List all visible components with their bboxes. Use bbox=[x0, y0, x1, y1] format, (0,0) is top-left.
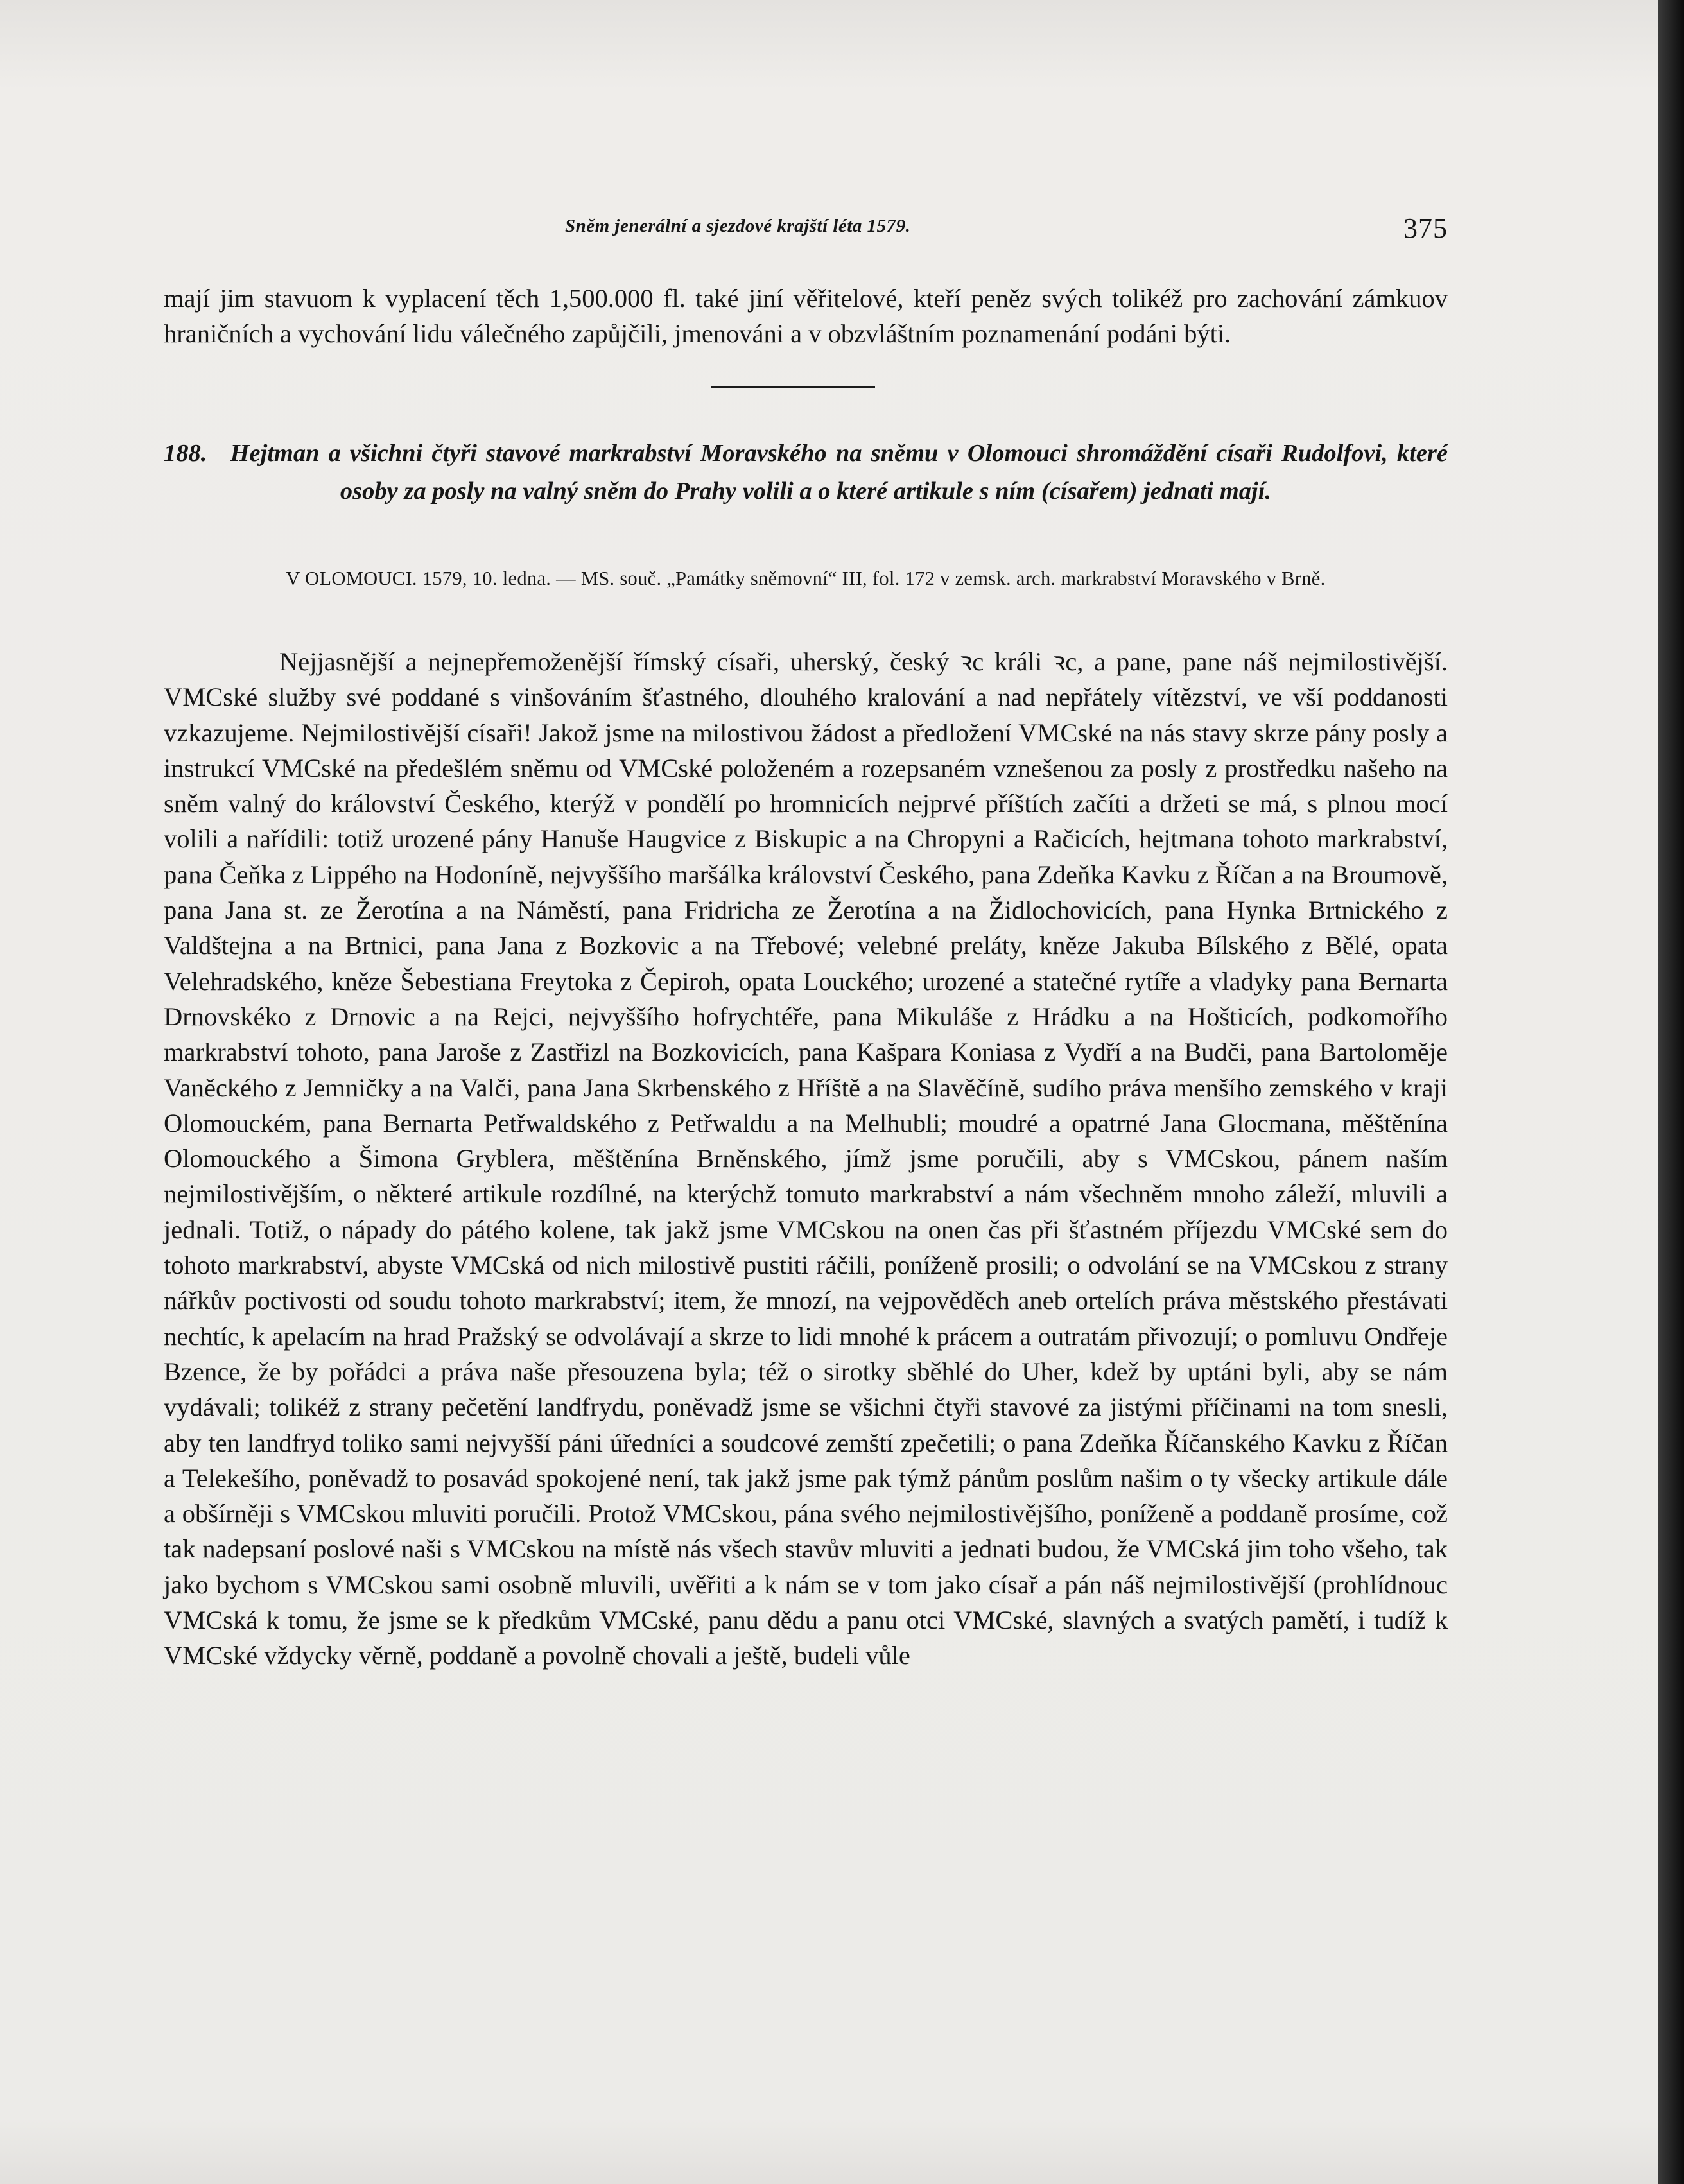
document-body: Nejjasnější a nejnepřemoženější římský císaři, uherský, český ꝛc králi ꝛc, a pane, pane náš nejmilostivější. VMCské služby své poddané s vinšováním šťastného, dlouhého kralování a nad nepřátely vítězství, ve vší poddanosti vzkazujeme. Nejmilostivější císaři! Jakož jsme na milostivou žádost a předložení VMCské na nás stavy skrze pány posly a instrukcí VMCské na předešlém sněmu od VMCské položeném a rozepsaném vznešenou za posly z prostředku našeho na sněm valný do království Českého, kterýž v pondělí po hromnicích nejprvé příštích začíti a držeti se má, s plnou mocí volili a nařídili: totiž urozené pány Hanuše Haugvice z Biskupic a na Chropyni a Račicích, hejtmana tohoto markrabství, pana Čeňka z Lippého na Hodoníně, nejvyššího maršálka království Českého, pana Zdeňka Kavku z Říčan a na Broumově, pana Jana st. ze Žerotína a na Náměstí, pana Fridricha ze Žerotína a na Židlochovicích, pana Hynka Brtnického z Valdštejna a na Brtnici, pana Jana z Bozkovic a na Třebové; velebné preláty, kněze Jakuba Bílského z Bělé, opata Velehradského, kněze Šebestiana Freytoka z Čepiroh, opata Louckého; urozené a statečné rytíře a vladyky pana Bernarta Drnovskéko z Drnovic a na Rejci, nejvyššího hofrychtéře, pana Mikuláše z Hrádku a na Hošticích, podkomořího markrabství tohoto, pana Jaroše z Zastřizl na Bozkovicích, pana Kašpara Koniasa z Vydří a na Budči, pana Bartoloměje Vaněckého z Jemničky a na Valči, pana Jana Skrbenského z Hříště a na Slavěčíně, sudího práva menšího zemského v kraji Olomouckém, pana Bernarta Petřwaldského z Petřwaldu a na Melhubli; moudré a opatrné Jana Glocmana, měštěnína Olomouckého a Šimona Gryblera, měštěnína Brněnského, jímž jsme poručili, aby s VMCskou, pánem naším nejmilostivějším, o některé artikule rozdílné, na kterýchž tomuto markrabství a nám všechněm mnoho záleží, mluvili a jednali. Totiž, o nápady do pátého kolene, tak jakž jsme VMCskou na onen čas při šťastném příjezdu VMCské sem do tohoto markrabství, abyste VMCská od nich milostivě pustiti ráčili, poníženě prosili; o odvolání se na VMCskou z strany nářkův poctivosti od soudu tohoto markrabství; item, že mnozí, na vejpověděch aneb ortelích práva městského přestávati nechtíc, k apelacím na hrad Pražský se odvolávají a skrze to lidi mnohé k prácem a outratám přivozují; o pomluvu Ondřeje Bzence, že by pořádci a práva naše přesouzena byla; též o sirotky sběhlé do Uher, kdež by uptáni byli, aby se nám vydávali; tolikéž z strany pečetění landfrydu, poněvadž jsme se všichni čtyři stavové za jistými příčinami na tom snesli, aby ten landfryd toliko sami nejvyšší páni úředníci a soudcové zemští zpečetili; o pana Zdeňka Říčanského Kavku z Říčan a Telekešího, poněvadž to posavád spokojené není, tak jakž jsme pak týmž pánům poslům našim o ty všecky artikule dále a obšírněji s VMCskou mluviti poručili. Protož VMCskou, pána svého nejmilostivějšího, poníženě a poddaně prosíme, což tak nadepsaní poslové naši s VMCskou na místě nás všech stavův mluviti a jednati budou, že VMCská jim toho všeho, tak jako bychom s VMCskou sami osobně mluvili, uvěřiti a k nám se v tom jako císař a pán náš nejmilostivější (prohlídnouc VMCská k tomu, že jsme se k předkům VMCské, panu dědu a panu otci VMCské, slavných a svatých pamětí, i tudíž k VMCské vždycky věrně, poddaně a povolně chovali a ještě, budeli vůle bbox=[164, 647, 1448, 1670]
intro-paragraph: mají jim stavuom k vyplacení těch 1,500.000 fl. také jiní věřitelové, kteří peněz svých tolikéž pro zachování zámkuov hraničních a vychování lidu válečného zapůjčili, jmenováni a v obzvláštním poznamenání podáni býti. bbox=[164, 284, 1448, 349]
document-number: 188. bbox=[164, 440, 207, 467]
document-heading-text: Hejtman a všichni čtyři stavové markrabství Moravského na sněmu v Olomouci shromáždění císaři Rudolfovi, které osoby za posly na valný sněm do Prahy volili a o které artikule s ním (císařem) jednati mají. bbox=[230, 440, 1448, 505]
running-title: Sněm jenerální a sjezdové krajští léta 1579. bbox=[565, 216, 911, 236]
section-divider bbox=[711, 386, 875, 388]
document-source: V OLOMOUCI. 1579, 10. ledna. — MS. souč. „Památky sněmovní“ III, fol. 172 v zemsk. arch. markrabství Moravského v Brně. bbox=[286, 568, 1326, 589]
document-heading bbox=[164, 435, 1448, 510]
running-head bbox=[164, 212, 1448, 250]
scan-edge bbox=[1658, 0, 1684, 2184]
page-number: 375 bbox=[1403, 212, 1448, 244]
